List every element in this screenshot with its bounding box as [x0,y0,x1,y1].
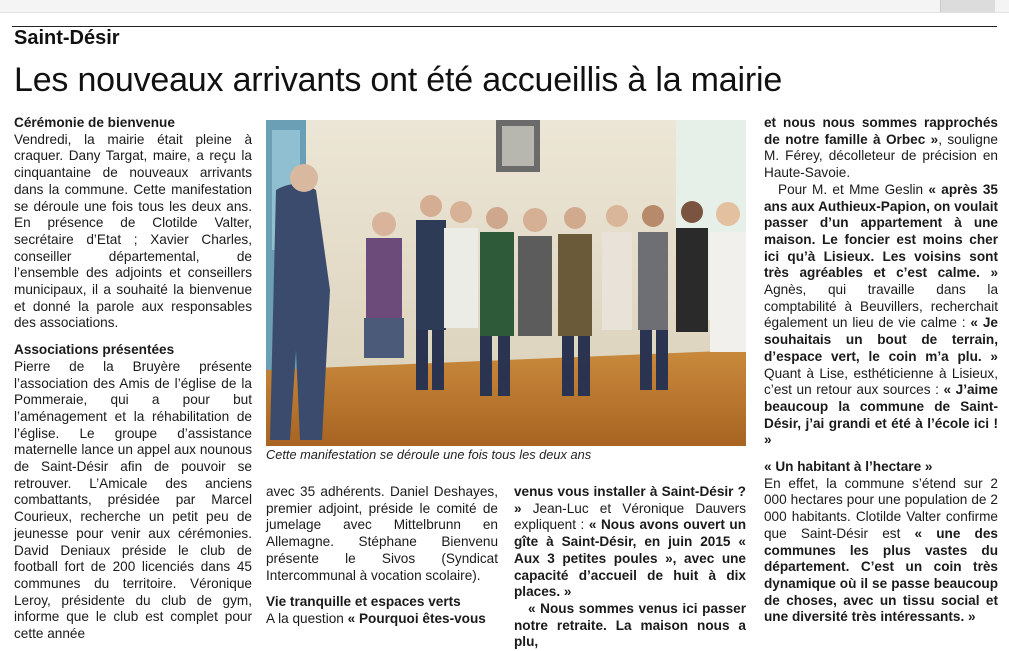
text-run: Agnès, qui travaille dans la comptabilité à Beuvillers, recherchait également un lieu de vie calme : [764,282,998,331]
article-column-2 [266,484,498,628]
paragraph [764,182,998,449]
text-run: , souligne M. Férey, décolleteur de précision en Haute-Savoie. [764,131,998,181]
paragraph: Vendredi, la mairie était pleine à craquer. Dany Targat, maire, a reçu la cinquantaine de nouveaux arrivants dans la commune. Cette manifestation se déroule une fois tous les deux ans. En présence de Clotilde Valter, secrétaire d’Etat ; Xavier Charles, conseiller départemental, de l’ensemble des adjoints et conseillers municipaux, il a souhaité la bienvenue et donné la parole aux responsables des associations. [14,131,252,331]
quote-run: « Nous sommes venus ici passer notre retraite. La maison nous a plu, [514,600,746,650]
quote-run: « après 35 ans aux Authieux-Papion, on voulait passer d’un appartement à une maison. Le foncier est moins cher ici qu’à Lisieux. Les voisins sont très agréables et c’est calme. » [764,181,998,281]
article-photo [266,120,746,446]
article-column-3 [514,484,746,651]
photo-group-of-people [266,120,746,446]
text-run: A la question [266,610,348,626]
text-run: Quant à Lise, esthéticienne à Lisieux, c’est un retour aux sources : [764,365,998,398]
paragraph [266,611,498,628]
paragraph: avec 35 adhérents. Daniel Deshayes, premier adjoint, préside le comité de jumelage avec Mittelbrunn en Allemagne. Stéphane Bienvenu présente le Sivos (Syndicat Intercommunal à vocation scolaire). [266,484,498,583]
text-run: Pour M. et Mme Geslin [778,181,929,197]
article-headline: Les nouveaux arrivants ont été accueillis à la mairie [14,61,783,99]
paragraph [764,115,998,182]
article-column-4 [764,115,998,626]
paragraph [514,484,746,601]
quote-run: et nous nous sommes rapprochés de notre famille à Orbec » [764,115,998,147]
paragraph [514,601,746,651]
quote-run: « une des communes les plus vastes du département. C’est un coin très dynamique où il se passe beaucoup de choses, avec un tissu social et une diversité très intéressants. » [764,525,998,625]
viewer-scroll-strip[interactable] [940,0,995,12]
text-run: Jean-Luc et Véronique Dauvers expliquent : [514,500,746,533]
subheading-vie-tranquille: Vie tranquille et espaces verts [266,594,461,610]
subheading-habitant-hectare: « Un habitant à l’hectare » [764,459,933,475]
quote-run: « Je souhaitais un bout de terrain, d’espace vert, le coin m’a plu. » [764,315,998,364]
article-column-1 [14,115,252,643]
section-name: Saint-Désir [14,27,120,49]
subheading-associations: Associations présentées [14,342,175,358]
photo-caption: Cette manifestation se déroule une fois tous les deux ans [266,447,592,462]
quote-run: « Pourquoi êtes-vous [347,610,486,626]
paragraph: Pierre de la Bruyère présente l’association des Amis de l’église de la Pommeraie, qui a pour but l’aménagement et la réhabilitation de l’église. Le groupe d’assistance maternelle lance un appel aux nounous de Saint-Désir afin de pouvoir se retrouver. L’Amicale des anciens combattants, présidée par Marcel Courieux, recherche un petit peu de jeunesse pour venir aux cérémonies. David Deniaux préside le club de football fort de 200 licenciés dans 45 communes du territoire. Véronique Leroy, présidente du club de gym, informe que le club est complet pour cette année [14,358,252,642]
paragraph [764,476,998,626]
quote-run: « J’aime beaucoup la commune de Saint-Désir, j’ai grandi et été à l’école ici ! » [764,382,998,448]
quote-run: « Nous avons ouvert un gîte à Saint-Désir, en juin 2015 « Aux 3 petites poules », avec une capacité d’accueil de huit à dix places. » [514,517,746,600]
viewer-top-bar [0,0,1009,13]
quote-run: venus vous installer à Saint-Désir ? » [514,484,746,516]
text-run: En effet, la commune s’étend sur 2 000 hectares pour une population de 2 000 habitants. Clotilde Valter confirme que Saint-Désir est [764,475,998,541]
subheading-ceremonie: Cérémonie de bienvenue [14,115,175,130]
section-rule [12,26,997,27]
